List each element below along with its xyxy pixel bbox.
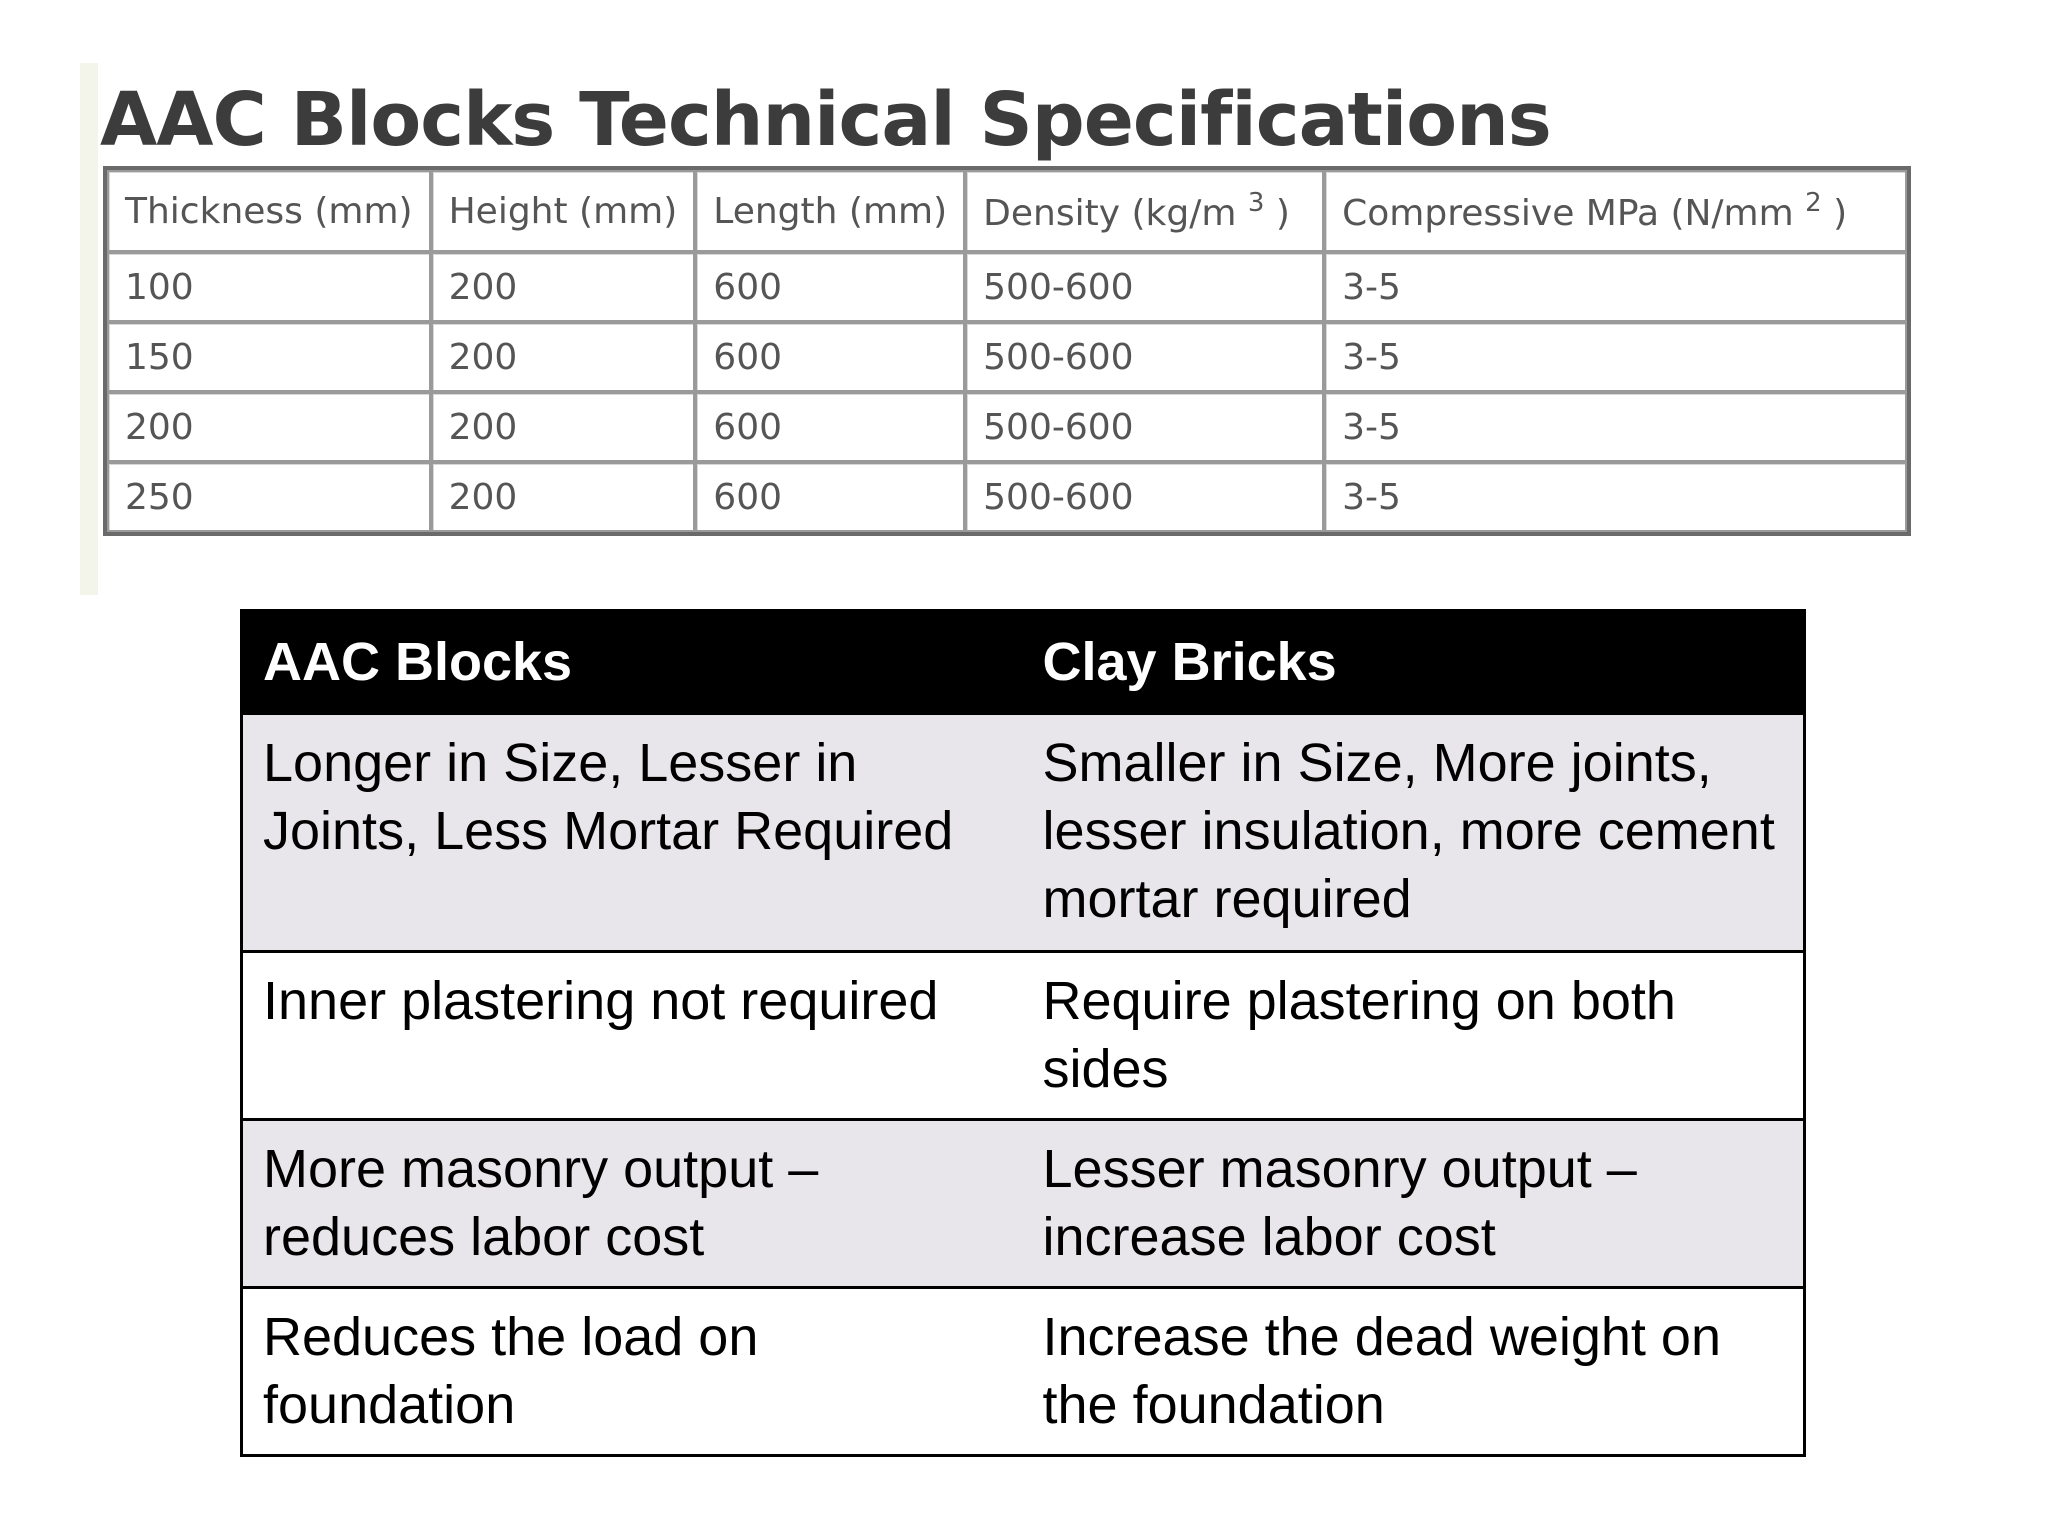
comparison-cell-clay: Smaller in Size, More joints, lesser insulation, more cement mortar required [1023, 714, 1805, 952]
spec-cell-thickness: 250 [107, 462, 431, 532]
spec-cell-density: 500-600 [965, 322, 1324, 392]
spec-cell-length: 600 [695, 322, 965, 392]
comparison-cell-clay: Lesser masonry output – increase labor cost [1023, 1120, 1805, 1288]
spec-screenshot-edge [80, 63, 98, 595]
spec-row [107, 322, 1907, 392]
spec-header-thickness-label: Thickness (mm) [125, 190, 413, 232]
spec-cell-density: 500-600 [965, 462, 1324, 532]
spec-header-compressive [1324, 170, 1907, 252]
comparison-cell-aac: More masonry output – reduces labor cost [242, 1120, 1023, 1288]
comparison-table [240, 609, 1806, 1457]
comparison-row [242, 1288, 1805, 1456]
spec-cell-thickness: 150 [107, 322, 431, 392]
spec-header-compressive-tail: ) [1821, 193, 1848, 234]
comparison-cell-aac: Reduces the load on foundation [242, 1288, 1023, 1456]
comparison-row [242, 1120, 1805, 1288]
comparison-cell-clay: Require plastering on both sides [1023, 952, 1805, 1120]
spec-cell-height: 200 [431, 322, 696, 392]
spec-cell-height: 200 [431, 462, 696, 532]
spec-header-compressive-label: Compressive MPa (N/mm [1342, 193, 1806, 234]
comparison-cell-clay: Increase the dead weight on the foundation [1023, 1288, 1805, 1456]
spec-header-thickness [107, 170, 431, 252]
spec-cell-length: 600 [695, 462, 965, 532]
spec-cell-length: 600 [695, 392, 965, 462]
spec-cell-compressive: 3-5 [1324, 322, 1907, 392]
spec-header-density-sup: 3 [1247, 188, 1265, 218]
spec-header-density-tail: ) [1264, 193, 1290, 234]
spec-header-length-label: Length (mm) [713, 190, 948, 232]
spec-row [107, 392, 1907, 462]
spec-cell-compressive: 3-5 [1324, 462, 1907, 532]
comparison-row [242, 714, 1805, 952]
spec-cell-density: 500-600 [965, 392, 1324, 462]
spec-header-height [431, 170, 696, 252]
spec-header-length [695, 170, 965, 252]
spec-cell-height: 200 [431, 252, 696, 322]
spec-header-density-label: Density (kg/m [983, 193, 1248, 234]
comparison-header-aac: AAC Blocks [242, 611, 1023, 714]
spec-title: AAC Blocks Technical Specifications [100, 77, 1551, 163]
comparison-row [242, 952, 1805, 1120]
spec-cell-height: 200 [431, 392, 696, 462]
spec-cell-compressive: 3-5 [1324, 392, 1907, 462]
spec-table [103, 166, 1911, 536]
spec-row [107, 252, 1907, 322]
spec-header-row [107, 170, 1907, 252]
spec-header-density [965, 170, 1324, 252]
spec-header-height-label: Height (mm) [448, 190, 678, 232]
spec-cell-density: 500-600 [965, 252, 1324, 322]
spec-row [107, 462, 1907, 532]
comparison-cell-aac: Inner plastering not required [242, 952, 1023, 1120]
spec-cell-length: 600 [695, 252, 965, 322]
comparison-header-row [242, 611, 1805, 714]
comparison-header-clay: Clay Bricks [1023, 611, 1805, 714]
spec-cell-compressive: 3-5 [1324, 252, 1907, 322]
spec-cell-thickness: 200 [107, 392, 431, 462]
comparison-cell-aac: Longer in Size, Lesser in Joints, Less Mortar Required [242, 714, 1023, 952]
spec-cell-thickness: 100 [107, 252, 431, 322]
spec-header-compressive-sup: 2 [1805, 188, 1822, 218]
